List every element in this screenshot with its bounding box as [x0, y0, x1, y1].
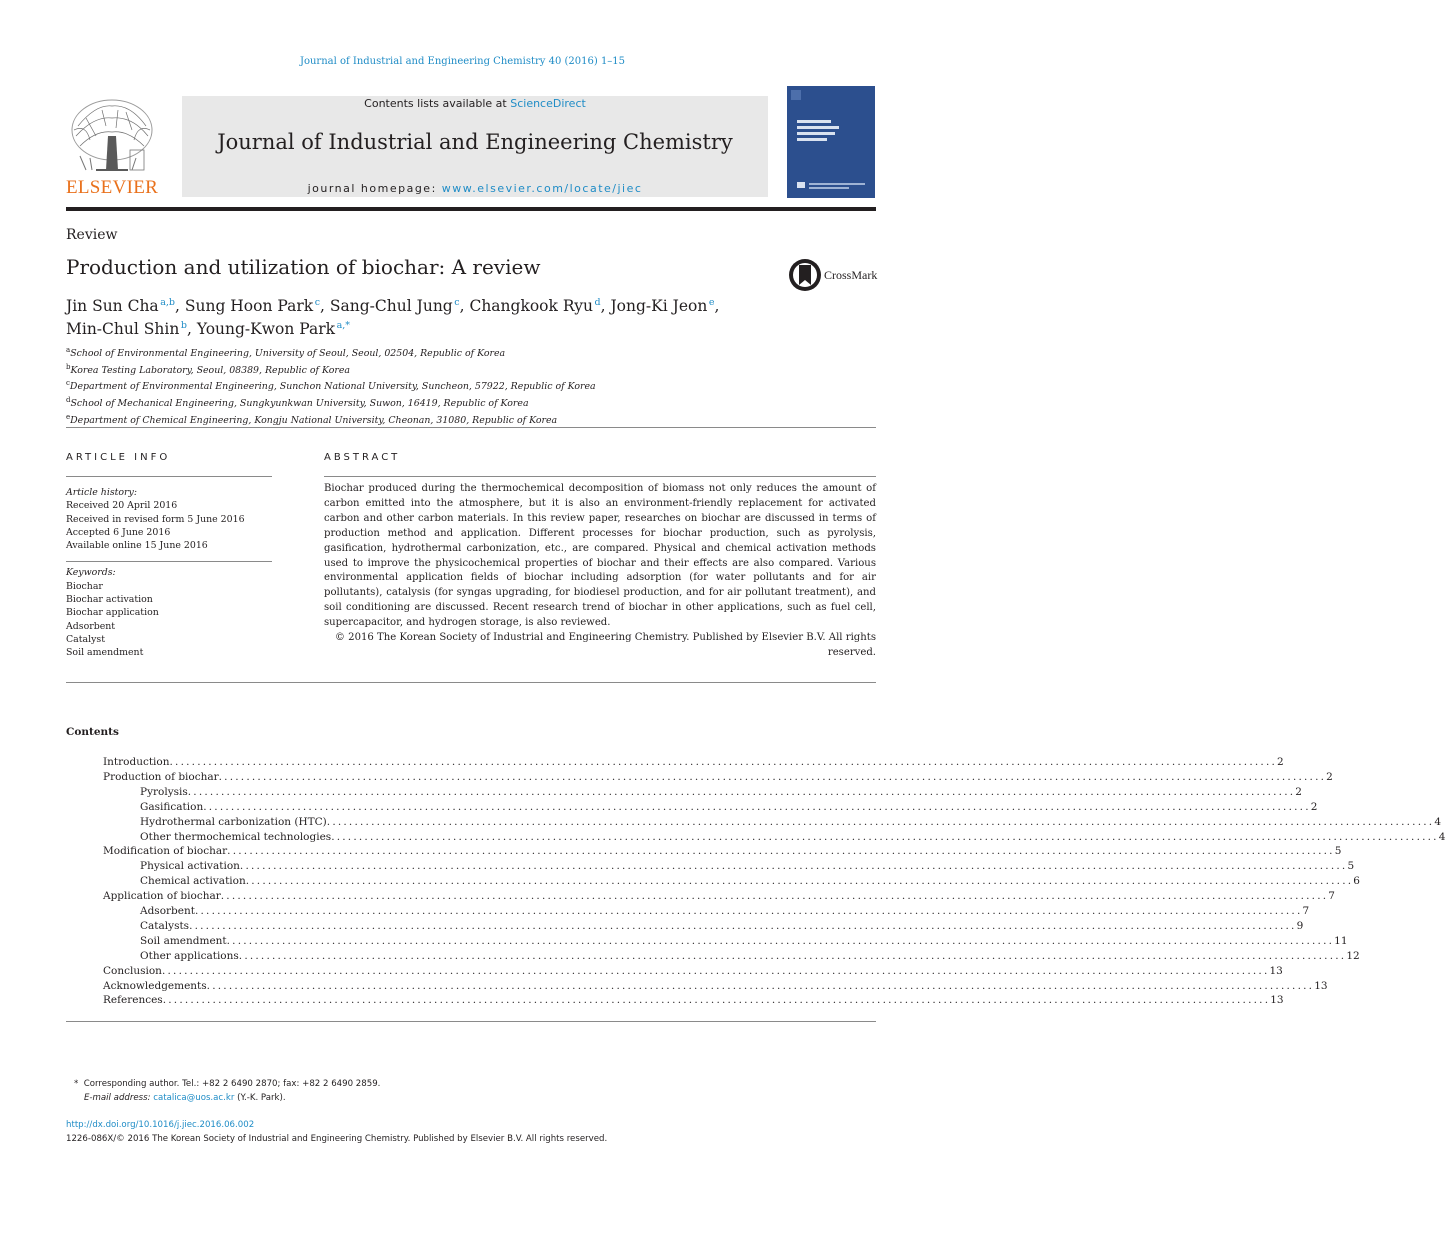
- toc-entry-label: Application of biochar: [103, 890, 221, 903]
- journal-reference[interactable]: Journal of Industrial and Engineering Chemistry 40 (2016) 1–15: [299, 56, 626, 67]
- toc-leader-dots: ........................................................................................................................................................................................................: [245, 875, 1354, 888]
- toc-leader-dots: ........................................................................................................................................................................................................: [161, 964, 1270, 977]
- crossmark-label: CrossMark: [824, 268, 878, 282]
- toc-entry-page: 4: [1434, 815, 1441, 828]
- toc-entry-label: Chemical activation: [140, 875, 246, 888]
- toc-entry-label: Acknowledgements: [103, 979, 207, 992]
- article-type: Review: [66, 227, 118, 243]
- footnote-marker: *: [74, 1079, 79, 1089]
- toc-entry[interactable]: [140, 919, 1304, 933]
- toc-leader-dots: ........................................................................................................................................................................................................: [226, 934, 1335, 947]
- toc-entry-page: 2: [1310, 800, 1318, 813]
- toc-entry-page: 7: [1302, 905, 1310, 917]
- issn-copyright: 1226-086X/© 2016 The Korean Society of Industrial and Engineering Chemistry. Published by Elsevier B.V. All rights reserved.: [66, 1133, 608, 1144]
- divider: [66, 561, 272, 562]
- toc-entry-page: 4: [1438, 830, 1445, 843]
- history-label: Article history:: [66, 487, 137, 498]
- toc-entry-page: 5: [1347, 860, 1355, 873]
- toc-entry[interactable]: [140, 934, 1348, 948]
- journal-cover-thumbnail[interactable]: [787, 86, 875, 198]
- toc-entry-page: 7: [1328, 890, 1335, 903]
- toc-leader-dots: ........................................................................................................................................................................................................: [220, 890, 1329, 903]
- toc-leader-dots: ........................................................................................................................................................................................................: [187, 785, 1296, 798]
- email-suffix: (Y.-K. Park).: [234, 1092, 286, 1103]
- toc-entry[interactable]: [140, 815, 1441, 829]
- toc-entry-page: 2: [1295, 785, 1302, 798]
- author[interactable]: Sung Hoon Park $^c$,: [184, 297, 330, 316]
- elsevier-wordmark: ELSEVIER: [66, 177, 159, 198]
- toc-leader-dots: ........................................................................................................................................................................................................: [331, 830, 1439, 843]
- elsevier-logo: [66, 96, 158, 198]
- journal-homepage-line: [182, 182, 768, 195]
- author[interactable]: Jong-Ki Jeon $^e$,: [610, 297, 720, 316]
- keyword: Biochar application: [66, 607, 159, 619]
- homepage-prefix: journal homepage:: [307, 182, 442, 195]
- author[interactable]: Min-Chul Shin $^b$,: [66, 320, 197, 339]
- keyword: Biochar: [66, 580, 103, 592]
- toc-leader-dots: ........................................................................................................................................................................................................: [194, 905, 1303, 917]
- corresponding-author-line: [74, 1078, 380, 1092]
- email-link[interactable]: catalica@uos.ac.kr: [153, 1092, 235, 1103]
- sciencedirect-link[interactable]: ScienceDirect: [510, 97, 586, 110]
- toc-entry[interactable]: [103, 770, 1333, 784]
- toc-leader-dots: ........................................................................................................................................................................................................: [239, 860, 1348, 873]
- affiliation: $^b$Korea Testing Laboratory, Seoul, 08389, Republic of Korea: [66, 362, 350, 376]
- toc-entry-label: Pyrolysis: [140, 785, 188, 798]
- divider: [66, 682, 876, 683]
- keyword: Soil amendment: [66, 647, 144, 659]
- history-item: Received in revised form 5 June 2016: [66, 513, 245, 525]
- keyword: Catalyst: [66, 633, 105, 645]
- affiliations: [66, 344, 596, 427]
- journal-cover-icon: [787, 86, 875, 198]
- article-info: [66, 486, 272, 660]
- toc-entry[interactable]: [140, 830, 1445, 844]
- crossmark-icon: [787, 257, 823, 293]
- corresponding-footnote: [74, 1078, 380, 1105]
- toc-entry-page: 13: [1269, 964, 1283, 977]
- toc-entry[interactable]: [140, 949, 1360, 963]
- toc-leader-dots: ........................................................................................................................................................................................................: [162, 994, 1271, 1007]
- toc-entry-label: Adsorbent: [140, 905, 195, 917]
- toc-entry-label: References: [103, 994, 163, 1007]
- toc-leader-dots: ........................................................................................................................................................................................................: [326, 815, 1435, 828]
- toc-leader-dots: ........................................................................................................................................................................................................: [189, 919, 1297, 932]
- author[interactable]: Changkook Ryu $^d$,: [469, 297, 611, 316]
- toc-entry[interactable]: [140, 785, 1302, 799]
- toc-entry-page: 13: [1270, 994, 1284, 1007]
- toc-entry-page: 2: [1326, 770, 1333, 783]
- toc-entry-page: 11: [1334, 934, 1348, 947]
- toc-entry-page: 2: [1277, 756, 1284, 768]
- affiliation: $^a$School of Environmental Engineering, University of Seoul, Seoul, 02504, Republic of Korea: [66, 346, 506, 360]
- toc-entry-label: Conclusion: [103, 964, 162, 977]
- toc-entry-page: 5: [1334, 845, 1342, 858]
- author-list: [66, 293, 766, 339]
- toc-entry-label: Other thermochemical technologies: [140, 830, 332, 843]
- toc-entry-label: Gasification: [140, 800, 204, 813]
- keyword: Biochar activation: [66, 594, 153, 606]
- toc-entry[interactable]: [103, 889, 1335, 903]
- toc-entry[interactable]: [140, 800, 1318, 814]
- toc-entry-label: Physical activation: [140, 860, 240, 873]
- toc-entry-page: 13: [1314, 979, 1328, 992]
- toc-leader-dots: ........................................................................................................................................................................................................: [203, 800, 1311, 813]
- toc-entry-page: 9: [1296, 919, 1304, 932]
- toc-entry-label: Introduction: [103, 756, 170, 768]
- journal-banner: [182, 96, 768, 197]
- keywords-label: Keywords:: [66, 567, 116, 579]
- corresponding-text: Corresponding author. Tel.: +82 2 6490 2870; fax: +82 2 6490 2859.: [83, 1079, 381, 1089]
- doi-link[interactable]: http://dx.doi.org/10.1016/j.jiec.2016.06.002: [66, 1120, 255, 1130]
- author[interactable]: Sang-Chul Jung $^c$,: [329, 297, 470, 316]
- divider: [66, 1021, 876, 1022]
- toc-leader-dots: ........................................................................................................................................................................................................: [238, 949, 1347, 962]
- toc-entry-page: 6: [1353, 875, 1360, 888]
- contents-heading: Contents: [66, 726, 119, 738]
- author[interactable]: Young-Kwon Park $^{a,*}$: [196, 320, 351, 339]
- affiliation: $^e$Department of Chemical Engineering, Kongju National University, Cheonan, 31080, Republic of Korea: [66, 412, 558, 426]
- abstract-body: [324, 482, 876, 661]
- journal-title: Journal of Industrial and Engineering Chemistry: [217, 130, 733, 154]
- affiliation: $^c$Department of Environmental Engineering, Sunchon National University, Suncheon, 57922, Republic of Korea: [66, 379, 596, 393]
- abstract-copyright: © 2016 The Korean Society of Industrial and Engineering Chemistry. Published by Elsevier B.V. All rights reserved.: [334, 632, 876, 658]
- toc-entry-label: Soil amendment: [140, 934, 227, 947]
- toc-entry[interactable]: [103, 964, 1283, 978]
- toc-entry[interactable]: [140, 904, 1310, 918]
- divider: [324, 476, 876, 477]
- history-item: Accepted 6 June 2016: [66, 526, 171, 538]
- divider: [66, 476, 272, 477]
- header-divider: [66, 207, 876, 211]
- divider: [66, 427, 876, 428]
- toc-entry-label: Hydrothermal carbonization (HTC): [140, 815, 327, 828]
- abstract-text: Biochar produced during the thermochemical decomposition of biomass not only reduces the amount of carbon emitted into the atmosphere, but it is also an environment-friendly replacement for activated carbon and other carbon materials. In this review paper, researches on biochar are discussed in terms of production method and application. Different processes for biochar production, such as pyrolysis, gasification, hydrothermal carbonization, etc., are compared. Physical and chemical activation methods used to improve the physicochemical properties of biochar and their effects are also compared. Various environmental application fields of biochar including adsorption (for water pollutants and for air pollutants), catalysis (for syngas upgrading, for biodiesel production, and for air pollutant treatment), and soil conditioning are discussed. Recent research trend of biochar in other applications, such as fuel cell, supercapacitor, and hydrogen storage, is also reviewed.: [324, 483, 876, 629]
- email-label: E-mail address:: [84, 1092, 154, 1103]
- history-item: Available online 15 June 2016: [66, 540, 208, 552]
- toc-leader-dots: ........................................................................................................................................................................................................: [218, 770, 1327, 783]
- article-title: Production and utilization of biochar: A review: [66, 255, 541, 279]
- author[interactable]: Jin Sun Cha $^{a,b}$,: [66, 297, 185, 316]
- article-info-heading: ARTICLE INFO: [66, 452, 171, 463]
- homepage-link[interactable]: www.elsevier.com/locate/jiec: [441, 182, 643, 195]
- toc-entry-label: Modification of biochar: [103, 845, 228, 858]
- toc-entry[interactable]: [103, 993, 1284, 1007]
- toc-entry[interactable]: [103, 755, 1284, 769]
- toc-leader-dots: ........................................................................................................................................................................................................: [206, 979, 1315, 992]
- toc-leader-dots: ........................................................................................................................................................................................................: [227, 845, 1335, 858]
- doi-block: [66, 1119, 607, 1146]
- toc-entry-page: 12: [1346, 949, 1360, 962]
- toc-entry-label: Other applications: [140, 949, 239, 962]
- abstract-heading: ABSTRACT: [324, 452, 401, 463]
- email-line: [74, 1092, 380, 1106]
- toc-leader-dots: ........................................................................................................................................................................................................: [169, 756, 1278, 768]
- toc-entry-label: Production of biochar: [103, 770, 219, 783]
- toc-entry[interactable]: [140, 874, 1360, 888]
- history-item: Received 20 April 2016: [66, 500, 178, 512]
- contents-prefix: Contents lists available at: [364, 97, 511, 110]
- toc-entry[interactable]: [140, 859, 1355, 873]
- keyword: Adsorbent: [66, 620, 116, 632]
- toc-entry[interactable]: [103, 979, 1328, 993]
- affiliation: $^d$School of Mechanical Engineering, Sungkyunkwan University, Suwon, 16419, Republic of Korea: [66, 395, 529, 409]
- crossmark-badge[interactable]: [787, 257, 887, 293]
- toc-entry[interactable]: [103, 844, 1342, 858]
- toc-entry-label: Catalysts: [140, 919, 190, 932]
- contents-available-line: [182, 96, 768, 110]
